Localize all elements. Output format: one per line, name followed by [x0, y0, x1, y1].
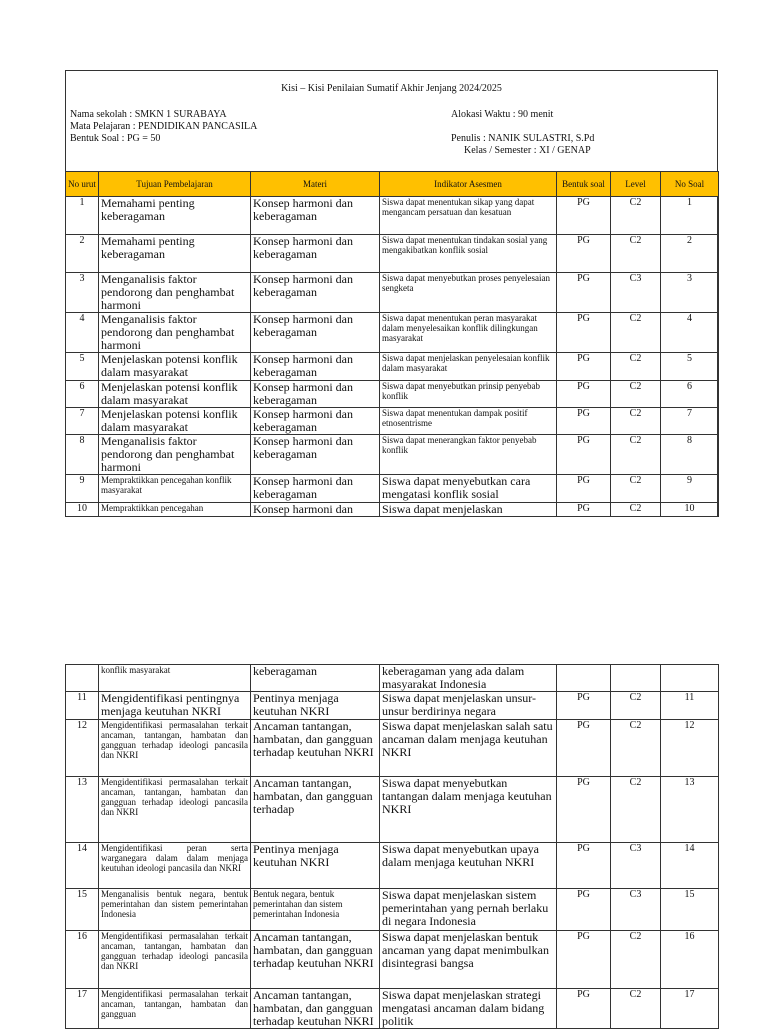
question-form: PG [557, 381, 611, 408]
material: Konsep harmoni dan keberagaman [251, 353, 380, 381]
learning-goal: Mengidentifikasi permasalahan terkait ancaman, tantangan, hambatan dan gangguan terhadap ideologi pancasila dan NKRI [99, 720, 251, 777]
col-bentuk: Bentuk soal [557, 172, 611, 197]
question-form: PG [557, 989, 611, 1029]
question-number: 5 [661, 353, 719, 381]
learning-goal: Mempraktikkan pencegahan [99, 503, 251, 517]
question-form: PG [557, 503, 611, 517]
material: Konsep harmoni dan keberagaman [251, 313, 380, 353]
col-materi: Materi [251, 172, 380, 197]
material: Ancaman tantangan, hambatan, dan gangguan terhadap keutuhan NKRI [251, 931, 380, 989]
table-header-row [66, 172, 719, 197]
question-number: 16 [661, 931, 719, 989]
cognitive-level: C2 [611, 408, 661, 435]
row-number: 14 [66, 843, 99, 889]
cognitive-level: C2 [611, 235, 661, 273]
question-form: PG [557, 777, 611, 843]
assessment-indicator: Siswa dapat menentukan peran masyarakat dalam menyelesaikan konflik dilingkungan masyarakat [380, 313, 557, 353]
table-row [66, 408, 719, 435]
assessment-indicator: Siswa dapat menyebutkan cara mengatasi konflik sosial [380, 475, 557, 503]
cognitive-level: C3 [611, 843, 661, 889]
document-page-2 [65, 664, 716, 1029]
question-form: PG [557, 197, 611, 235]
question-number: 13 [661, 777, 719, 843]
col-soal: No Soal [661, 172, 719, 197]
question-number: 10 [661, 503, 719, 517]
material: Konsep harmoni dan keberagaman [251, 408, 380, 435]
col-no: No urut [66, 172, 99, 197]
row-number: 6 [66, 381, 99, 408]
header-left [70, 109, 257, 145]
table-row [66, 353, 719, 381]
document-title: Kisi – Kisi Penilaian Sumatif Akhir Jenjang 2024/2025 [281, 83, 502, 94]
question-number [661, 665, 719, 692]
document-header [66, 71, 717, 171]
material: Ancaman tantangan, hambatan, dan gangguan terhadap keutuhan NKRI [251, 989, 380, 1029]
question-number: 11 [661, 692, 719, 720]
table-row [66, 197, 719, 235]
cognitive-level: C2 [611, 381, 661, 408]
assessment-indicator: Siswa dapat menyebutkan tantangan dalam menjaga keutuhan NKRI [380, 777, 557, 843]
table-row [66, 777, 719, 843]
question-form [557, 665, 611, 692]
cognitive-level: C3 [611, 889, 661, 931]
learning-goal: Menganalisis faktor pendorong dan penghambat harmoni [99, 435, 251, 475]
question-form: PG [557, 313, 611, 353]
question-number: 8 [661, 435, 719, 475]
learning-goal: Mengidentifikasi pentingnya menjaga keutuhan NKRI [99, 692, 251, 720]
question-number: 1 [661, 197, 719, 235]
row-number: 13 [66, 777, 99, 843]
cognitive-level: C2 [611, 475, 661, 503]
row-number: 8 [66, 435, 99, 475]
question-number: 7 [661, 408, 719, 435]
table-row [66, 989, 719, 1029]
cognitive-level: C2 [611, 777, 661, 843]
material: Konsep harmoni dan keberagaman [251, 273, 380, 313]
learning-goal: Memahami penting keberagaman [99, 197, 251, 235]
question-number: 6 [661, 381, 719, 408]
cognitive-level: C2 [611, 931, 661, 989]
table-row [66, 931, 719, 989]
question-form: PG [557, 353, 611, 381]
row-number: 4 [66, 313, 99, 353]
learning-goal: Mempraktikkan pencegahan konflik masyarakat [99, 475, 251, 503]
assessment-indicator: keberagaman yang ada dalam masyarakat Indonesia [380, 665, 557, 692]
material: Konsep harmoni dan keberagaman [251, 235, 380, 273]
table-row [66, 889, 719, 931]
cognitive-level: C2 [611, 435, 661, 475]
assessment-indicator: Siswa dapat menjelaskan [380, 503, 557, 517]
row-number: 5 [66, 353, 99, 381]
grid-table-2 [65, 664, 719, 1029]
cognitive-level: C2 [611, 720, 661, 777]
author-name: Penulis : NANIK SULASTRI, S.Pd [451, 133, 595, 144]
cognitive-level: C2 [611, 989, 661, 1029]
header-right [451, 109, 594, 157]
row-number: 2 [66, 235, 99, 273]
material: Konsep harmoni dan keberagaman [251, 435, 380, 475]
grid-table-1 [65, 171, 719, 517]
question-number: 12 [661, 720, 719, 777]
question-number: 14 [661, 843, 719, 889]
table-row [66, 665, 719, 692]
question-form: PG [557, 235, 611, 273]
cognitive-level: C2 [611, 503, 661, 517]
learning-goal: Mengidentifikasi permasalahan terkait ancaman, tantangan, hambatan dan gangguan terhadap ideologi pancasila dan NKRI [99, 931, 251, 989]
cognitive-level: C2 [611, 197, 661, 235]
learning-goal: Menjelaskan potensi konflik dalam masyarakat [99, 408, 251, 435]
question-form: PG [557, 273, 611, 313]
learning-goal: Menjelaskan potensi konflik dalam masyarakat [99, 381, 251, 408]
question-form: PG [557, 720, 611, 777]
table-row [66, 235, 719, 273]
learning-goal: Memahami penting keberagaman [99, 235, 251, 273]
assessment-indicator: Siswa dapat menerangkan faktor penyebab konflik [380, 435, 557, 475]
question-number: 9 [661, 475, 719, 503]
question-number: 3 [661, 273, 719, 313]
row-number: 10 [66, 503, 99, 517]
learning-goal: konflik masyarakat [99, 665, 251, 692]
question-form: PG [557, 408, 611, 435]
table-row [66, 313, 719, 353]
table-row [66, 720, 719, 777]
material: Konsep harmoni dan keberagaman [251, 197, 380, 235]
question-form: PG [557, 475, 611, 503]
row-number: 9 [66, 475, 99, 503]
row-number [66, 665, 99, 692]
learning-goal: Mengidentifikasi permasalahan terkait ancaman, tantangan, hambatan dan gangguan [99, 989, 251, 1029]
cognitive-level: C3 [611, 273, 661, 313]
question-number: 17 [661, 989, 719, 1029]
assessment-indicator: Siswa dapat menjelaskan salah satu ancaman dalam menjaga keutuhan NKRI [380, 720, 557, 777]
table-row [66, 843, 719, 889]
assessment-indicator: Siswa dapat menentukan sikap yang dapat mengancam persatuan dan kesatuan [380, 197, 557, 235]
time-allocation: Alokasi Waktu : 90 menit [451, 109, 554, 120]
question-form: PG [557, 889, 611, 931]
learning-goal: Menganalisis faktor pendorong dan penghambat harmoni [99, 273, 251, 313]
question-form: Bentuk Soal : PG = 50 [70, 133, 161, 144]
learning-goal: Mengidentifikasi peran serta warganegara dalam dalam menjaga keutuhan ideologi pancasila dan NKRI [99, 843, 251, 889]
material: Pentinya menjaga keutuhan NKRI [251, 692, 380, 720]
school-name: Nama sekolah : SMKN 1 SURABAYA [70, 109, 227, 120]
row-number: 15 [66, 889, 99, 931]
table-row [66, 435, 719, 475]
row-number: 12 [66, 720, 99, 777]
assessment-indicator: Siswa dapat menjelaskan strategi mengatasi ancaman dalam bidang politik [380, 989, 557, 1029]
table-row [66, 692, 719, 720]
class-semester: Kelas / Semester : XI / GENAP [464, 145, 591, 156]
material: Bentuk negara, bentuk pemerintahan dan sistem pemerintahan Indonesia [251, 889, 380, 931]
table-row [66, 503, 719, 517]
subject-name: Mata Pelajaran : PENDIDIKAN PANCASILA [70, 121, 258, 132]
material: Konsep harmoni dan keberagaman [251, 475, 380, 503]
row-number: 1 [66, 197, 99, 235]
document-page-1 [65, 70, 718, 517]
question-number: 15 [661, 889, 719, 931]
row-number: 7 [66, 408, 99, 435]
material: keberagaman [251, 665, 380, 692]
row-number: 3 [66, 273, 99, 313]
table-row [66, 381, 719, 408]
question-number: 4 [661, 313, 719, 353]
material: Ancaman tantangan, hambatan, dan gangguan terhadap keutuhan NKRI [251, 720, 380, 777]
learning-goal: Menjelaskan potensi konflik dalam masyarakat [99, 353, 251, 381]
material: Ancaman tantangan, hambatan, dan gangguan terhadap [251, 777, 380, 843]
learning-goal: Menganalisis bentuk negara, bentuk pemerintahan dan sistem pemerintahan Indonesia [99, 889, 251, 931]
material: Konsep harmoni dan keberagaman [251, 381, 380, 408]
material: Pentinya menjaga keutuhan NKRI [251, 843, 380, 889]
col-tujuan: Tujuan Pembelajaran [99, 172, 251, 197]
learning-goal: Mengidentifikasi permasalahan terkait ancaman, tantangan, hambatan dan gangguan terhadap ideologi pancasila dan NKRI [99, 777, 251, 843]
assessment-indicator: Siswa dapat menyebutkan upaya dalam menjaga keutuhan NKRI [380, 843, 557, 889]
cognitive-level: C2 [611, 313, 661, 353]
cognitive-level [611, 665, 661, 692]
assessment-indicator: Siswa dapat menyebutkan proses penyelesaian sengketa [380, 273, 557, 313]
assessment-indicator: Siswa dapat menjelaskan unsur-unsur berdirinya negara [380, 692, 557, 720]
col-level: Level [611, 172, 661, 197]
material: Konsep harmoni dan [251, 503, 380, 517]
question-form: PG [557, 692, 611, 720]
row-number: 17 [66, 989, 99, 1029]
learning-goal: Menganalisis faktor pendorong dan penghambat harmoni [99, 313, 251, 353]
cognitive-level: C2 [611, 692, 661, 720]
question-form: PG [557, 931, 611, 989]
col-indikator: Indikator Asesmen [380, 172, 557, 197]
assessment-indicator: Siswa dapat menjelaskan sistem pemerintahan yang pernah berlaku di negara Indonesia [380, 889, 557, 931]
assessment-indicator: Siswa dapat menjelaskan bentuk ancaman yang dapat menimbulkan disintegrasi bangsa [380, 931, 557, 989]
row-number: 16 [66, 931, 99, 989]
table-row [66, 475, 719, 503]
table-row [66, 273, 719, 313]
assessment-indicator: Siswa dapat menentukan tindakan sosial yang mengakibatkan konflik sosial [380, 235, 557, 273]
assessment-indicator: Siswa dapat menyebutkan prinsip penyebab konflik [380, 381, 557, 408]
question-form: PG [557, 843, 611, 889]
question-form: PG [557, 435, 611, 475]
cognitive-level: C2 [611, 353, 661, 381]
assessment-indicator: Siswa dapat menentukan dampak positif etnosentrisme [380, 408, 557, 435]
assessment-indicator: Siswa dapat menjelaskan penyelesaian konflik dalam masyarakat [380, 353, 557, 381]
row-number: 11 [66, 692, 99, 720]
question-number: 2 [661, 235, 719, 273]
